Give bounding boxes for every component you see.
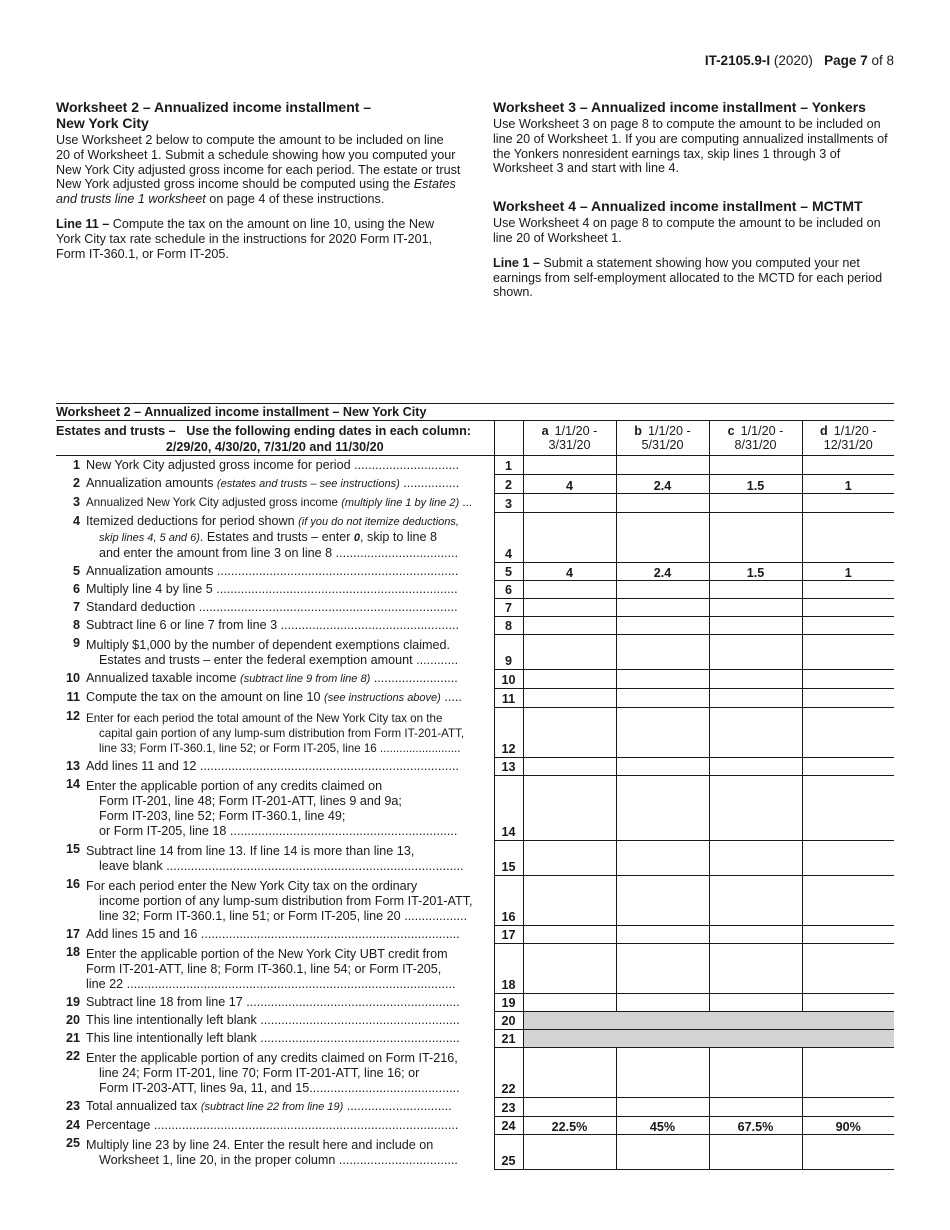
line-label-box: 13 bbox=[494, 757, 523, 775]
form-id: IT-2105.9-I bbox=[704, 53, 771, 68]
entry-cell-a[interactable] bbox=[523, 669, 616, 688]
page-header bbox=[705, 53, 894, 68]
column-header-a: a 1/1/20 - 3/31/20 bbox=[523, 421, 616, 456]
entry-cell-d: 1 bbox=[802, 562, 894, 580]
line-number: 21 bbox=[65, 1031, 80, 1045]
entry-cell-b[interactable] bbox=[616, 840, 709, 875]
entry-cell-c[interactable] bbox=[709, 840, 802, 875]
table-row bbox=[56, 1029, 894, 1047]
table-row bbox=[56, 616, 894, 634]
entry-cell-c[interactable] bbox=[709, 775, 802, 840]
entry-cell-d[interactable] bbox=[802, 1134, 894, 1169]
line-description: Enter the applicable portion of the New York City UBT credit from Form IT-201-ATT, line 8; Form IT-360.1, line 54; or Form IT-205, line 22 .............................................................................................. bbox=[86, 947, 456, 991]
line-description: Annualized taxable income (subtract line 9 from line 8) ........................ bbox=[86, 671, 458, 685]
line-description: Subtract line 18 from line 17 ............................................................. bbox=[86, 995, 460, 1009]
table-row bbox=[56, 757, 894, 775]
line-description: Annualization amounts ..................................................................... bbox=[86, 564, 459, 578]
entry-cell-c[interactable] bbox=[709, 493, 802, 512]
line-number: 10 bbox=[65, 671, 80, 685]
entry-cell-b[interactable] bbox=[616, 598, 709, 616]
entry-cell-a[interactable] bbox=[523, 925, 616, 943]
entry-cell-b[interactable] bbox=[616, 875, 709, 925]
line-label-box: 25 bbox=[494, 1134, 523, 1169]
line-number: 22 bbox=[65, 1049, 80, 1063]
entry-cell-a[interactable] bbox=[523, 1134, 616, 1169]
entry-cell-c[interactable] bbox=[709, 1047, 802, 1097]
line-description: This line intentionally left blank ......................................................... bbox=[86, 1013, 460, 1027]
entry-cell-a[interactable] bbox=[523, 1047, 616, 1097]
estates-note: Estates and trusts – Use the following ending dates in each column: 2/29/20, 4/30/20, 7/31/20 and 11/30/20 bbox=[56, 421, 494, 456]
table-row bbox=[56, 1134, 894, 1169]
table-row bbox=[56, 875, 894, 925]
entry-cell-d[interactable] bbox=[802, 580, 894, 598]
entry-cell-d[interactable] bbox=[802, 775, 894, 840]
table-row bbox=[56, 493, 894, 512]
entry-cell-c: 67.5% bbox=[709, 1116, 802, 1134]
line-label-box: 18 bbox=[494, 943, 523, 993]
entry-cell-b[interactable] bbox=[616, 707, 709, 757]
table-row bbox=[56, 669, 894, 688]
line-number: 6 bbox=[72, 582, 80, 596]
entry-cell-a[interactable] bbox=[523, 616, 616, 634]
line-number: 23 bbox=[65, 1099, 80, 1113]
ws3-text: Use Worksheet 3 on page 8 to compute the amount to be included on line 20 of Worksheet 1. If you are computing annualized installments of the Yonkers nonresident earnings tax, skip lines 1 through 3 of Worksheet 3 and start with line 4. bbox=[493, 117, 888, 176]
table-row bbox=[56, 562, 894, 580]
line-description: Enter the applicable portion of any credits claimed on Form IT-201, line 48; Form IT-201-ATT, lines 9 and 9a; Form IT-203, line 52; Form IT-360.1, line 49; or Form IT-205, line 18 ................................................................. bbox=[86, 779, 458, 838]
shaded-blank-area bbox=[523, 1029, 894, 1047]
line-number: 24 bbox=[65, 1118, 80, 1132]
line-description: Add lines 15 and 16 .......................................................................... bbox=[86, 927, 460, 941]
entry-cell-d[interactable] bbox=[802, 493, 894, 512]
shaded-blank-area bbox=[523, 1011, 894, 1029]
line-label-box: 24 bbox=[494, 1116, 523, 1134]
line-label-box: 3 bbox=[494, 493, 523, 512]
entry-cell-a[interactable] bbox=[523, 840, 616, 875]
entry-cell-a[interactable] bbox=[523, 580, 616, 598]
entry-cell-a[interactable] bbox=[523, 634, 616, 669]
entry-cell-c[interactable] bbox=[709, 688, 802, 707]
right-column bbox=[493, 99, 895, 310]
entry-cell-c[interactable] bbox=[709, 616, 802, 634]
entry-cell-c[interactable] bbox=[709, 993, 802, 1011]
ws4-heading: Worksheet 4 – Annualized income installment – MCTMT bbox=[493, 198, 863, 215]
line-number: 1 bbox=[72, 458, 80, 472]
line-description: Enter for each period the total amount of the New York City tax on the capital gain portion of any lump-sum distribution from Form IT-201-ATT, line 33; Form IT-360.1, line 52; or Form IT-205, line 16 ......................... bbox=[86, 712, 465, 755]
entry-cell-c[interactable] bbox=[709, 875, 802, 925]
page-of: of 8 bbox=[871, 53, 894, 68]
entry-cell-b[interactable] bbox=[616, 580, 709, 598]
entry-cell-d[interactable] bbox=[802, 1047, 894, 1097]
column-header-c: c 1/1/20 - 8/31/20 bbox=[709, 421, 802, 456]
table-row bbox=[56, 512, 894, 562]
line-description: Total annualized tax (subtract line 22 from line 19) .............................. bbox=[86, 1099, 452, 1113]
entry-cell-d[interactable] bbox=[802, 925, 894, 943]
line-number: 15 bbox=[65, 842, 80, 856]
line-number: 2 bbox=[72, 476, 80, 490]
line-number: 7 bbox=[72, 600, 80, 614]
entry-cell-b: 2.4 bbox=[616, 474, 709, 493]
line-label-box: 14 bbox=[494, 775, 523, 840]
line-description: Multiply $1,000 by the number of dependent exemptions claimed. Estates and trusts – enter the federal exemption amount ............ bbox=[86, 638, 459, 667]
entry-cell-a[interactable] bbox=[523, 1097, 616, 1116]
ws4-text: Use Worksheet 4 on page 8 to compute the amount to be included on line 20 of Worksheet 1. bbox=[493, 216, 881, 245]
line-number: 3 bbox=[72, 495, 80, 509]
line-label-box: 7 bbox=[494, 598, 523, 616]
entry-cell-b[interactable] bbox=[616, 688, 709, 707]
line-description: Subtract line 14 from line 13. If line 14 is more than line 13, leave blank ..................................................................................... bbox=[86, 844, 464, 873]
entry-cell-b[interactable] bbox=[616, 512, 709, 562]
line-number: 11 bbox=[66, 690, 80, 704]
entry-cell-a[interactable] bbox=[523, 943, 616, 993]
entry-cell-c: 1.5 bbox=[709, 474, 802, 493]
entry-cell-a[interactable] bbox=[523, 993, 616, 1011]
line-description: Subtract line 6 or line 7 from line 3 ................................................... bbox=[86, 618, 460, 632]
entry-cell-d[interactable] bbox=[802, 456, 894, 475]
line-description: Enter the applicable portion of any credits claimed on Form IT-216, line 24; Form IT-201, line 70; Form IT-201-ATT, line 16; or Form IT-203-ATT, lines 9a, 11, and 15........................................... bbox=[86, 1051, 460, 1095]
table-row bbox=[56, 580, 894, 598]
entry-cell-d[interactable] bbox=[802, 875, 894, 925]
line-description: Annualization amounts (estates and trusts – see instructions) ................ bbox=[86, 476, 460, 490]
line-label-box: 8 bbox=[494, 616, 523, 634]
line-label-box: 17 bbox=[494, 925, 523, 943]
line-description: This line intentionally left blank ......................................................... bbox=[86, 1031, 460, 1045]
line-number: 19 bbox=[65, 995, 80, 1009]
entry-cell-d[interactable] bbox=[802, 669, 894, 688]
line-number: 9 bbox=[72, 636, 80, 650]
table-row bbox=[56, 598, 894, 616]
form-year: (2020) bbox=[773, 53, 813, 68]
entry-cell-d[interactable] bbox=[802, 943, 894, 993]
entry-cell-d[interactable] bbox=[802, 634, 894, 669]
entry-cell-b[interactable] bbox=[616, 1097, 709, 1116]
entry-cell-b[interactable] bbox=[616, 943, 709, 993]
line-label-box: 11 bbox=[494, 688, 523, 707]
line-description: Multiply line 23 by line 24. Enter the result here and include on Worksheet 1, line 20, in the proper column .................................. bbox=[86, 1138, 458, 1167]
line-description: Percentage ....................................................................................... bbox=[86, 1118, 459, 1132]
table-row bbox=[56, 688, 894, 707]
entry-cell-c[interactable] bbox=[709, 456, 802, 475]
entry-cell-c: 1.5 bbox=[709, 562, 802, 580]
entry-cell-d: 1 bbox=[802, 474, 894, 493]
entry-cell-b[interactable] bbox=[616, 456, 709, 475]
entry-cell-a[interactable] bbox=[523, 875, 616, 925]
entry-cell-c[interactable] bbox=[709, 634, 802, 669]
entry-cell-b[interactable] bbox=[616, 669, 709, 688]
entry-cell-b[interactable] bbox=[616, 1047, 709, 1097]
entry-cell-d[interactable] bbox=[802, 993, 894, 1011]
entry-cell-b: 2.4 bbox=[616, 562, 709, 580]
line-number: 20 bbox=[65, 1013, 80, 1027]
table-row bbox=[56, 707, 894, 757]
line-label-box: 9 bbox=[494, 634, 523, 669]
line-description: New York City adjusted gross income for period .............................. bbox=[86, 458, 460, 472]
entry-cell-c[interactable] bbox=[709, 757, 802, 775]
line-number: 25 bbox=[65, 1136, 80, 1150]
line-label-box: 20 bbox=[494, 1011, 523, 1029]
line-label-box: 19 bbox=[494, 993, 523, 1011]
line-number: 5 bbox=[72, 564, 80, 578]
line-number: 13 bbox=[65, 759, 80, 773]
line-description: Compute the tax on the amount on line 10 (see instructions above) ..... bbox=[86, 690, 462, 704]
entry-cell-d[interactable] bbox=[802, 707, 894, 757]
entry-cell-b[interactable] bbox=[616, 616, 709, 634]
entry-cell-a[interactable] bbox=[523, 775, 616, 840]
line-label-box: 15 bbox=[494, 840, 523, 875]
table-row bbox=[56, 840, 894, 875]
table-row bbox=[56, 943, 894, 993]
table-row bbox=[56, 775, 894, 840]
line-label-box: 12 bbox=[494, 707, 523, 757]
entry-cell-b[interactable] bbox=[616, 775, 709, 840]
entry-cell-c[interactable] bbox=[709, 669, 802, 688]
entry-cell-a: 4 bbox=[523, 474, 616, 493]
table-title: Worksheet 2 – Annualized income installment – New York City bbox=[56, 404, 894, 421]
entry-cell-a[interactable] bbox=[523, 688, 616, 707]
entry-cell-a[interactable] bbox=[523, 493, 616, 512]
table-row bbox=[56, 1011, 894, 1029]
entry-cell-c[interactable] bbox=[709, 943, 802, 993]
table-row bbox=[56, 993, 894, 1011]
entry-cell-d[interactable] bbox=[802, 757, 894, 775]
column-header-d: d 1/1/20 - 12/31/20 bbox=[802, 421, 894, 456]
entry-cell-c[interactable] bbox=[709, 925, 802, 943]
entry-cell-d[interactable] bbox=[802, 688, 894, 707]
line-number: 18 bbox=[65, 945, 80, 959]
line-label-box: 4 bbox=[494, 512, 523, 562]
line-label-box: 22 bbox=[494, 1047, 523, 1097]
line-description: Standard deduction .......................................................................... bbox=[86, 600, 458, 614]
line-number: 14 bbox=[65, 777, 80, 791]
line-label-box: 5 bbox=[494, 562, 523, 580]
entry-cell-b[interactable] bbox=[616, 993, 709, 1011]
line-description: For each period enter the New York City tax on the ordinary income portion of any lump-sum distribution from Form IT-201-ATT, line 32; Form IT-360.1, line 51; or Form IT-205, line 20 .................. bbox=[86, 879, 473, 923]
line-label-box: 16 bbox=[494, 875, 523, 925]
table-row bbox=[56, 1047, 894, 1097]
table-row bbox=[56, 456, 894, 475]
entry-cell-b[interactable] bbox=[616, 493, 709, 512]
line-description: Add lines 11 and 12 .......................................................................... bbox=[86, 759, 459, 773]
entry-cell-d[interactable] bbox=[802, 598, 894, 616]
worksheet-2-table bbox=[56, 403, 894, 1170]
table-row bbox=[56, 474, 894, 493]
entry-cell-c[interactable] bbox=[709, 598, 802, 616]
entry-cell-c[interactable] bbox=[709, 512, 802, 562]
entry-cell-d[interactable] bbox=[802, 1097, 894, 1116]
line-description: Multiply line 4 by line 5 ..................................................................... bbox=[86, 582, 458, 596]
entry-cell-c[interactable] bbox=[709, 707, 802, 757]
line-number: 4 bbox=[72, 514, 80, 528]
line-description: Itemized deductions for period shown (if you do not itemize deductions, skip lines 4, 5 and 6). Estates and trusts – enter 0, skip to line 8 and enter the amount from line 3 on line 8 ................................... bbox=[86, 514, 459, 560]
page-label: Page 7 bbox=[824, 53, 868, 68]
ws2-intro: Use Worksheet 2 below to compute the amount to be included on line 20 of Worksheet 1. Submit a schedule showing how you computed your New York City adjusted gross income for each period. The estate or trust New York adjusted gross income should be computed using the Estates and trusts line 1 worksheet on page 4 of these instructions. bbox=[56, 133, 461, 207]
entry-cell-a[interactable] bbox=[523, 598, 616, 616]
line-number: 8 bbox=[72, 618, 80, 632]
ws2-heading: Worksheet 2 – Annualized income installment – New York City bbox=[56, 99, 372, 131]
entry-cell-a: 22.5% bbox=[523, 1116, 616, 1134]
entry-cell-c[interactable] bbox=[709, 1134, 802, 1169]
entry-cell-c[interactable] bbox=[709, 1097, 802, 1116]
left-column bbox=[56, 99, 461, 271]
table-row bbox=[56, 634, 894, 669]
entry-cell-b[interactable] bbox=[616, 925, 709, 943]
entry-cell-c[interactable] bbox=[709, 580, 802, 598]
entry-cell-b[interactable] bbox=[616, 757, 709, 775]
line-label-box: 2 bbox=[494, 474, 523, 493]
table-row bbox=[56, 1116, 894, 1134]
line-label-box: 6 bbox=[494, 580, 523, 598]
table-row bbox=[56, 925, 894, 943]
column-header-b: b 1/1/20 - 5/31/20 bbox=[616, 421, 709, 456]
line-label-box: 1 bbox=[494, 456, 523, 475]
line-description: Annualized New York City adjusted gross income (multiply line 1 by line 2) ... bbox=[86, 496, 473, 509]
entry-cell-b: 45% bbox=[616, 1116, 709, 1134]
line11-instructions: Line 11 – Compute the tax on the amount on line 10, using the New York City tax rate schedule in the instructions for 2020 Form IT-201, Form IT-360.1, or Form IT-205. bbox=[56, 216, 435, 261]
line1-instructions: Line 1 – Submit a statement showing how you computed your net earnings from self-employment allocated to the MCTD for each period shown. bbox=[493, 255, 883, 300]
line-number: 16 bbox=[65, 877, 80, 891]
entry-cell-d: 90% bbox=[802, 1116, 894, 1134]
line-label-box: 21 bbox=[494, 1029, 523, 1047]
table-row bbox=[56, 1097, 894, 1116]
entry-cell-a[interactable] bbox=[523, 512, 616, 562]
entry-cell-a[interactable] bbox=[523, 456, 616, 475]
line-label-box: 23 bbox=[494, 1097, 523, 1116]
line-label-box: 10 bbox=[494, 669, 523, 688]
entry-cell-d[interactable] bbox=[802, 512, 894, 562]
entry-cell-b[interactable] bbox=[616, 1134, 709, 1169]
entry-cell-a[interactable] bbox=[523, 757, 616, 775]
entry-cell-a: 4 bbox=[523, 562, 616, 580]
line-number: 17 bbox=[65, 927, 80, 941]
entry-cell-d[interactable] bbox=[802, 840, 894, 875]
entry-cell-a[interactable] bbox=[523, 707, 616, 757]
ws3-heading: Worksheet 3 – Annualized income installment – Yonkers bbox=[493, 99, 866, 115]
entry-cell-d[interactable] bbox=[802, 616, 894, 634]
line-number: 12 bbox=[65, 709, 80, 723]
entry-cell-b[interactable] bbox=[616, 634, 709, 669]
